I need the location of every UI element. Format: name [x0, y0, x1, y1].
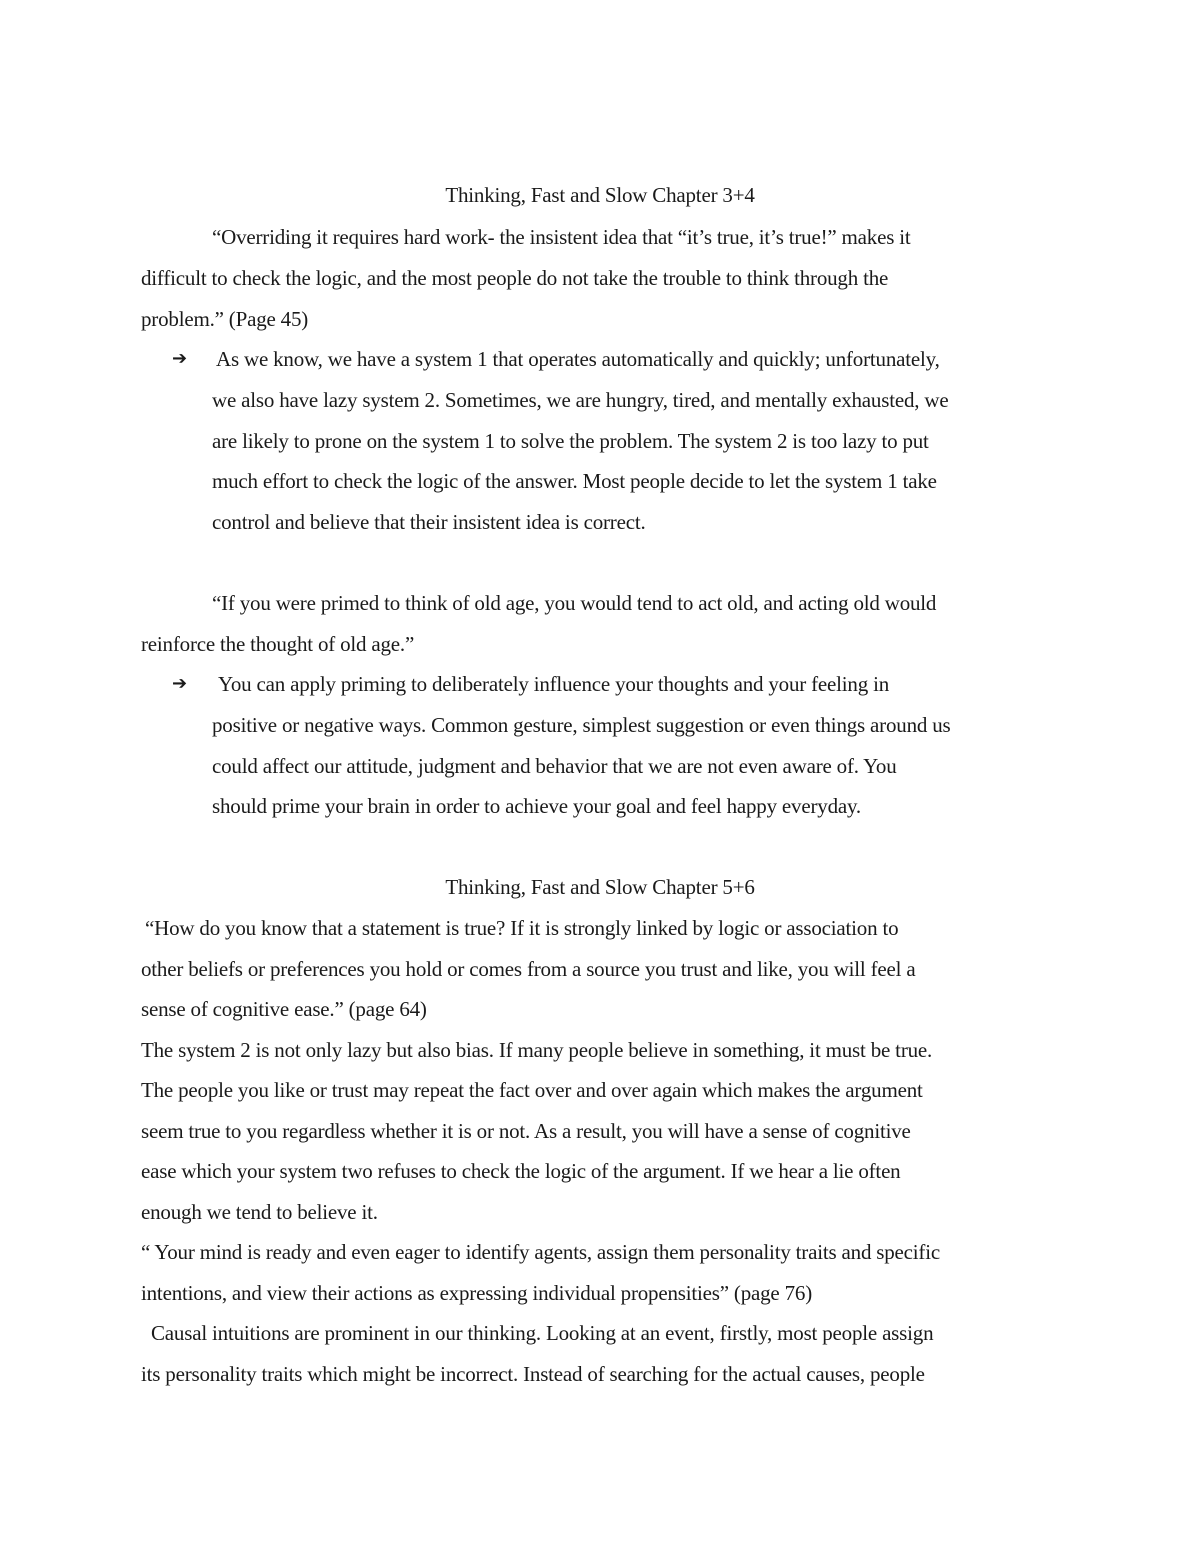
bullet-line: should prime your brain in order to achieve your goal and feel happy everyday.	[212, 794, 861, 818]
bullet-line: are likely to prone on the system 1 to solve the problem. The system 2 is too lazy to put	[212, 429, 929, 453]
quote-line: “Overriding it requires hard work- the insistent idea that “it’s true, it’s true!” makes it	[212, 225, 911, 249]
bullet-line: much effort to check the logic of the answer. Most people decide to let the system 1 take	[212, 469, 937, 493]
paragraph-line: The system 2 is not only lazy but also bias. If many people believe in something, it must be true.	[141, 1038, 933, 1062]
paragraph-line: ease which your system two refuses to check the logic of the argument. If we hear a lie often	[141, 1159, 901, 1183]
paragraph-line: its personality traits which might be incorrect. Instead of searching for the actual causes, people	[141, 1362, 925, 1386]
paragraph-line: The people you like or trust may repeat the fact over and over again which makes the argument	[141, 1078, 923, 1102]
bullet-line: we also have lazy system 2. Sometimes, we are hungry, tired, and mentally exhausted, we	[212, 388, 949, 412]
bullet-line: You can apply priming to deliberately influence your thoughts and your feeling in	[218, 672, 890, 696]
quote-line: other beliefs or preferences you hold or comes from a source you trust and like, you will feel a	[141, 957, 916, 981]
quote-line: “If you were primed to think of old age, you would tend to act old, and acting old would	[212, 591, 937, 615]
quote-line: difficult to check the logic, and the most people do not take the trouble to think through the	[141, 266, 889, 290]
arrow-bullet-icon: ➔	[172, 348, 187, 369]
quote-line: intentions, and view their actions as expressing individual propensities” (page 76)	[141, 1281, 812, 1305]
bullet-line: positive or negative ways. Common gesture, simplest suggestion or even things around us	[212, 713, 951, 737]
paragraph-line: Causal intuitions are prominent in our thinking. Looking at an event, firstly, most people assign	[151, 1321, 934, 1345]
bullet-line: As we know, we have a system 1 that operates automatically and quickly; unfortunately,	[216, 347, 940, 371]
bullet-line: could affect our attitude, judgment and behavior that we are not even aware of. You	[212, 754, 897, 778]
arrow-bullet-icon: ➔	[172, 673, 187, 694]
quote-line: “ Your mind is ready and even eager to identify agents, assign them personality traits and specific	[141, 1240, 940, 1264]
quote-line: problem.” (Page 45)	[141, 307, 309, 331]
section-heading-chapter-5-6: Thinking, Fast and Slow Chapter 5+6	[445, 875, 755, 899]
bullet-line: control and believe that their insistent idea is correct.	[212, 510, 646, 534]
paragraph-line: enough we tend to believe it.	[141, 1200, 378, 1224]
quote-line: sense of cognitive ease.” (page 64)	[141, 997, 427, 1021]
quote-line: reinforce the thought of old age.”	[141, 632, 415, 656]
quote-line: “How do you know that a statement is true? If it is strongly linked by logic or association to	[145, 916, 899, 940]
paragraph-line: seem true to you regardless whether it is or not. As a result, you will have a sense of cognitive	[141, 1119, 911, 1143]
section-heading-chapter-3-4: Thinking, Fast and Slow Chapter 3+4	[445, 183, 755, 207]
